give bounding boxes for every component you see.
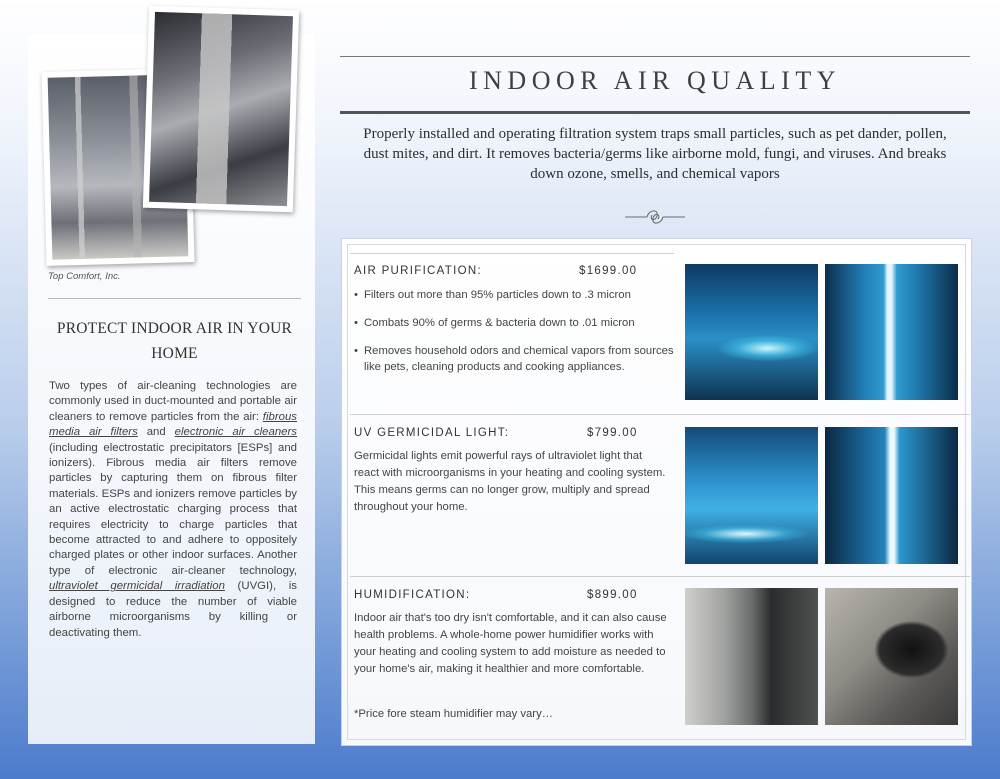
top-rule [340,56,970,57]
list-item: • Filters out more than 95% particles down to .3 micron [354,287,674,303]
left-heading: PROTECT INDOOR AIR IN YOUR HOME [56,320,293,362]
body-text-2: and [137,426,175,439]
uv-light-photo-2 [825,427,958,564]
section-price: $899.00 [587,589,638,601]
price-note: *Price fore steam humidifier may vary… [354,708,554,720]
section-title: HUMIDIFICATION: [354,589,471,601]
humidifier-photo-1 [685,588,818,725]
uv-light-photo-1 [685,427,818,564]
list-item: • Combats 90% of germs & bacteria down to .01 micron [354,315,674,331]
ornament-icon [623,205,687,229]
section-title: UV GERMICIDAL LIGHT: [354,427,510,439]
section-rule-top [350,253,674,254]
humidifier-photo-2 [825,588,958,725]
furnace-photo-right [143,6,299,213]
air-purification-photo-1 [685,264,818,400]
section-rule [350,576,970,577]
left-divider [48,298,301,299]
body-text-3: (including electrostatic precipitators [ESPs] and ionizers). Fibrous media air filters remove particles by capturing them on fibrous filter materials. ESPs and ionizers remove particles by an active electrostatic charging process that requires electricity to charge particles that become attracted to and adhere to oppositely charged plates or other indoor surfaces. Another type of electronic air-cleaner technology, [49,441,297,577]
photo-caption: Top Comfort, Inc. [48,271,121,282]
section-title: AIR PURIFICATION: [354,265,482,277]
list-item: • Removes household odors and chemical vapors from sources like pets, cleaning products and cooking appliances. [354,343,674,375]
section-rule [350,414,970,415]
title-rule [340,111,970,114]
section-price: $1699.00 [579,265,638,277]
body-text-1: Two types of air-cleaning technologies are commonly used in duct-mounted and portable air cleaners to remove particles from the air: [49,380,297,423]
section-price: $799.00 [587,427,638,439]
fibrous-filters-link[interactable]: fibrous media air filters [49,410,297,439]
page-title: INDOOR AIR QUALITY [469,66,841,95]
air-purification-photo-2 [825,264,958,400]
electronic-cleaners-link[interactable]: electronic air cleaners [174,426,298,439]
feature-list [354,287,674,387]
left-body-text [49,379,297,641]
uvgi-link[interactable]: ultraviolet germicidal irradiation [49,580,225,593]
body-text-4: (UVGI), is designed to reduce the number of viable airborne microorganisms by killing or deactivating them. [49,580,297,639]
section-description: Germicidal lights emit powerful rays of ultraviolet light that react with microorganisms in your heating and cooling system. This means germs can no longer grow, multiply and spread throughout your home. [354,450,666,513]
intro-text: Properly installed and operating filtration system traps small particles, such as pet dander, pollen, dust mites, and dirt. It removes bacteria/germs like airborne mold, fungi, and viruses. And breaks down ozone, smells, and chemical vapors [363,126,947,182]
section-description: Indoor air that's too dry isn't comfortable, and it can also cause health problems. A whole-home power humidifier works with your heating and cooling system to add moisture as needed to your home's air, making it healthier and more comfortable. [354,612,667,675]
